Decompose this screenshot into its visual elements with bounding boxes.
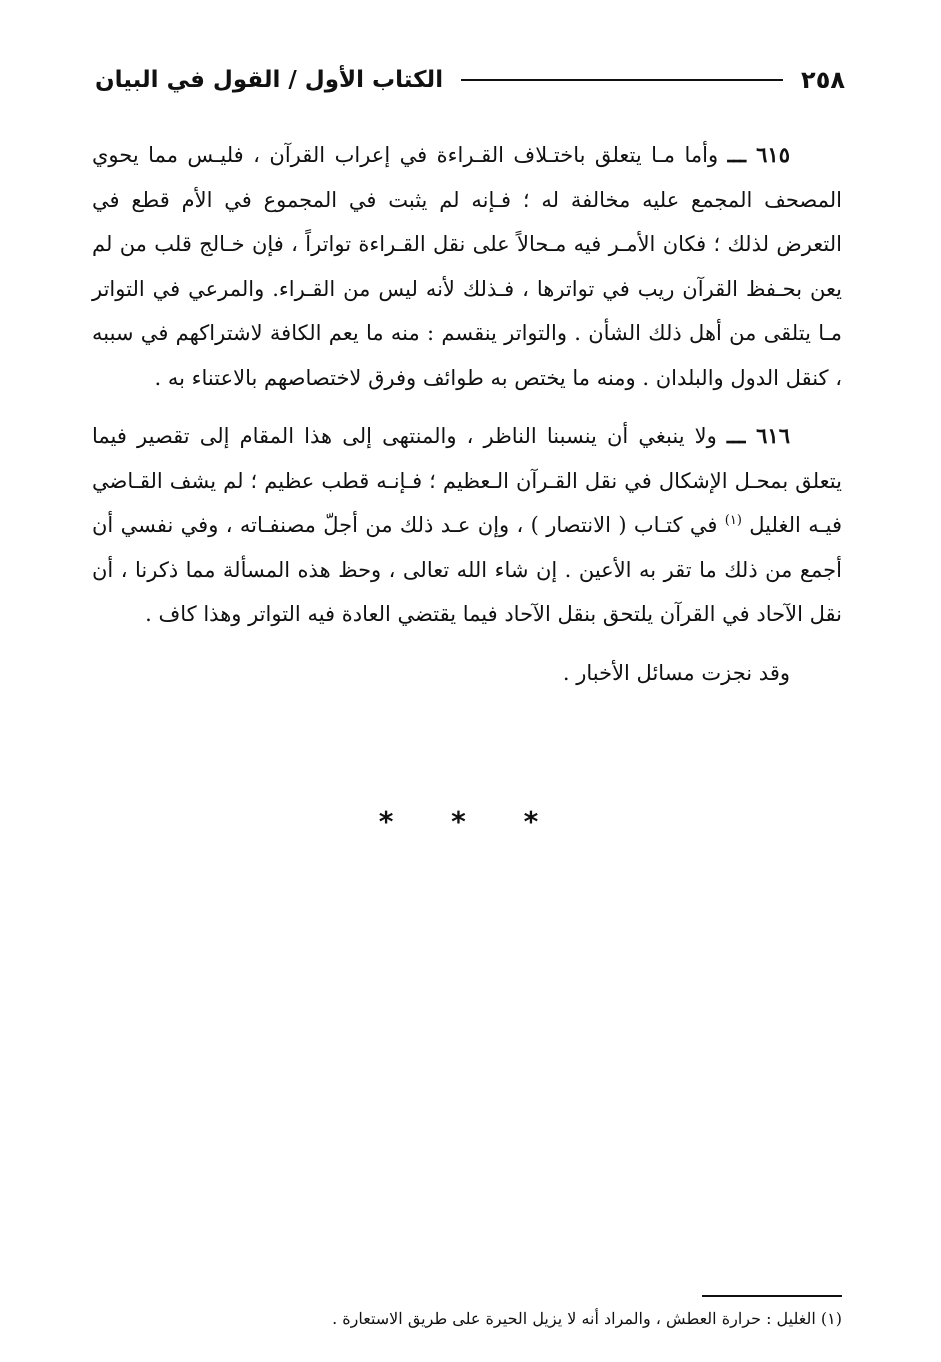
footnote: (١) الغليل : حرارة العطش ، والمراد أنه لا يزيل الحيرة على طريق الاستعارة .: [332, 1309, 842, 1328]
section-separator: * * *: [378, 805, 563, 838]
paragraph-number: ٦١٥ ـــ: [727, 142, 790, 167]
page-header: [95, 58, 845, 102]
paragraph-text: وأما مـا يتعلق باختـلاف القـراءة في إعراب القرآن ، فليـس مما يحوي المصحف المجمع عليه مخالفة له ؛ فـإنه لم يثبت في المجموع في الأم قطع في التعرض لذلك ؛ فكان الأمـر فيه مـحالاً على نقل القـراءة تواتراً ، فإن خـالج قلب من لم يعن بحـفظ القرآن ريب في تواترها ، فـذلك لأنه ليس من القـراء. والمرعي في التواتر مـا يتلقى من أهل ذلك الشأن . والتواتر ينقسم : منه ما يعم الكافة لاشتراكهم في سببه ، كنقل الدول والبلدان . ومنه ما يختص به طوائف وفرق لاختصاصهم بالاعتناء به .: [92, 143, 842, 390]
paragraph-number: ٦١٦ ـــ: [726, 423, 790, 448]
paragraph-text: ولا ينبغي أن ينسبنا الناظر ، والمنتهى إلى هذا المقام إلى تقصير فيما يتعلق بمحـل الإشكال في نقل القـرآن الـعظيم ؛ فـإنـه قطب عظيم ؛ لم يشف القـاضي فيـه الغليل: [92, 424, 842, 537]
body-text: [92, 133, 842, 695]
footnote-reference[interactable]: (١): [724, 513, 742, 528]
running-title: الكتاب الأول / القول في البيان: [95, 67, 444, 93]
page-number: ٢٥٨: [801, 66, 845, 94]
footnote-rule: [702, 1295, 842, 1297]
header-rule: [461, 79, 783, 81]
paragraph-615: [92, 133, 842, 400]
closing-line: وقد نجزت مسائل الأخبار .: [562, 660, 790, 685]
paragraph-616: [92, 414, 842, 637]
paragraph-text: في كتـاب ( الانتصار ) ، وإن عـد ذلك من أجلّ مصنفـاته ، وفي نفسي أن أجمع من ذلك ما تقر به الأعين . إن شاء الله تعالى ، وحظ هذه المسألة مما ذكرنا ، أن نقل الآحاد في القرآن يلتحق بنقل الآحاد فيما يقتضي العادة فيه التواتر وهذا كاف .: [92, 513, 842, 626]
